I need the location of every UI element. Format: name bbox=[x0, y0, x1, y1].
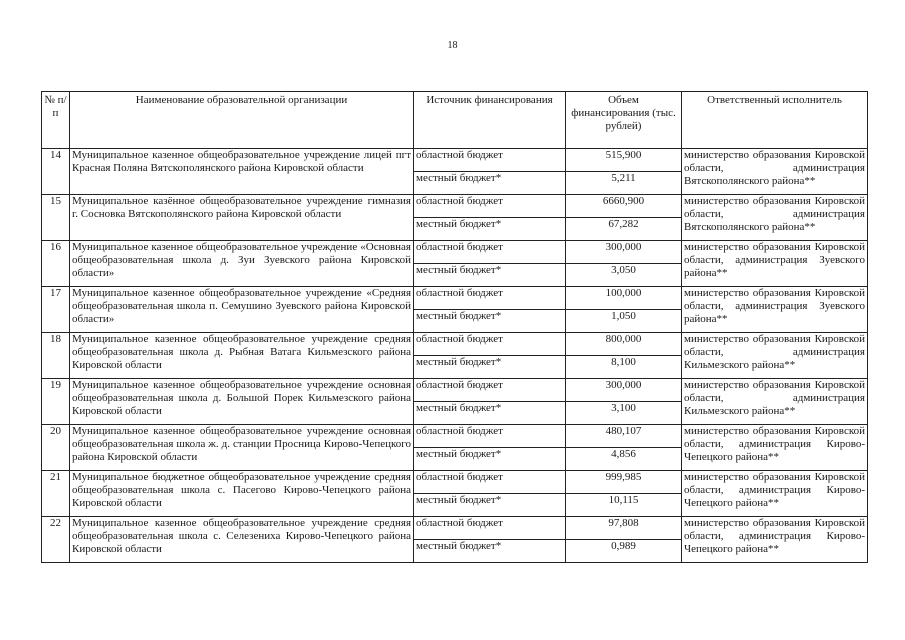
funding-amount-local: 10,115 bbox=[566, 494, 682, 517]
table-row bbox=[42, 195, 868, 218]
row-number: 14 bbox=[42, 149, 70, 195]
funding-source-local: местный бюджет* bbox=[414, 310, 566, 333]
funding-amount-regional: 480,107 bbox=[566, 425, 682, 448]
funding-amount-regional: 800,000 bbox=[566, 333, 682, 356]
table-header-row bbox=[42, 92, 868, 149]
funding-source-local: местный бюджет* bbox=[414, 448, 566, 471]
header-volume: Объем финансирования (тыс. рублей) bbox=[566, 92, 682, 149]
row-number: 21 bbox=[42, 471, 70, 517]
organization-name: Муниципальное казенное общеобразовательное учреждение основная общеобразовательная школа д. Большой Порек Кильмезского района Кировской области bbox=[70, 379, 414, 425]
responsible-executor: министерство образования Кировской области, администрация Кильмезского района** bbox=[682, 333, 868, 379]
organization-name: Муниципальное казенное общеобразовательное учреждение лицей пгт Красная Поляна Вятскополянского района Кировской области bbox=[70, 149, 414, 195]
row-number: 15 bbox=[42, 195, 70, 241]
organization-name: Муниципальное бюджетное общеобразовательное учреждение средняя общеобразовательная школа с. Пасегово Кирово-Чепецкого района Кировской области bbox=[70, 471, 414, 517]
row-number: 16 bbox=[42, 241, 70, 287]
table-row bbox=[42, 287, 868, 310]
organization-name: Муниципальное казённое общеобразовательное учреждение гимназия г. Сосновка Вятскополянского района Кировской области bbox=[70, 195, 414, 241]
financing-table bbox=[41, 91, 868, 563]
funding-amount-local: 8,100 bbox=[566, 356, 682, 379]
funding-amount-local: 1,050 bbox=[566, 310, 682, 333]
page-number: 18 bbox=[447, 40, 458, 51]
header-source: Источник финансирования bbox=[414, 92, 566, 149]
funding-amount-regional: 300,000 bbox=[566, 241, 682, 264]
funding-source-local: местный бюджет* bbox=[414, 172, 566, 195]
funding-amount-local: 67,282 bbox=[566, 218, 682, 241]
funding-amount-regional: 100,000 bbox=[566, 287, 682, 310]
responsible-executor: министерство образования Кировской области, администрация Кильмезского района** bbox=[682, 379, 868, 425]
row-number: 19 bbox=[42, 379, 70, 425]
organization-name: Муниципальное казенное общеобразовательное учреждение «Основная общеобразовательная школа д. Зуи Зуевского района Кировской области» bbox=[70, 241, 414, 287]
table-row bbox=[42, 333, 868, 356]
responsible-executor: министерство образования Кировской области, администрация Кирово-Чепецкого района** bbox=[682, 471, 868, 517]
funding-amount-regional: 515,900 bbox=[566, 149, 682, 172]
table-row bbox=[42, 379, 868, 402]
funding-amount-regional: 300,000 bbox=[566, 379, 682, 402]
funding-source-regional: областной бюджет bbox=[414, 333, 566, 356]
funding-source-regional: областной бюджет bbox=[414, 149, 566, 172]
table-row bbox=[42, 149, 868, 172]
organization-name: Муниципальное казенное общеобразовательное учреждение средняя общеобразовательная школа с. Селезениха Кирово-Чепецкого района Кировской области bbox=[70, 517, 414, 563]
funding-source-local: местный бюджет* bbox=[414, 356, 566, 379]
responsible-executor: министерство образования Кировской области, администрация Кирово-Чепецкого района** bbox=[682, 517, 868, 563]
responsible-executor: министерство образования Кировской области, администрация Кирово-Чепецкого района** bbox=[682, 425, 868, 471]
header-name: Наименование образовательной организации bbox=[70, 92, 414, 149]
table-row bbox=[42, 517, 868, 540]
funding-source-regional: областной бюджет bbox=[414, 241, 566, 264]
responsible-executor: министерство образования Кировской области, администрация Вятскополянского района** bbox=[682, 195, 868, 241]
funding-amount-local: 5,211 bbox=[566, 172, 682, 195]
funding-source-local: местный бюджет* bbox=[414, 494, 566, 517]
funding-source-regional: областной бюджет bbox=[414, 287, 566, 310]
funding-source-local: местный бюджет* bbox=[414, 218, 566, 241]
funding-source-regional: областной бюджет bbox=[414, 517, 566, 540]
organization-name: Муниципальное казенное общеобразовательное учреждение «Средняя общеобразовательная школа п. Семушино Зуевского района Кировской области» bbox=[70, 287, 414, 333]
organization-name: Муниципальное казенное общеобразовательное учреждение основная общеобразовательная школа ж. д. станции Просница Кирово-Чепецкого района Кировской области bbox=[70, 425, 414, 471]
table-row bbox=[42, 241, 868, 264]
row-number: 22 bbox=[42, 517, 70, 563]
organization-name: Муниципальное казенное общеобразовательное учреждение средняя общеобразовательная школа д. Рыбная Ватага Кильмезского района Кировской области bbox=[70, 333, 414, 379]
funding-source-local: местный бюджет* bbox=[414, 540, 566, 563]
responsible-executor: министерство образования Кировской области, администрация Зуевского района** bbox=[682, 241, 868, 287]
responsible-executor: министерство образования Кировской области, администрация Вятскополянского района** bbox=[682, 149, 868, 195]
funding-source-regional: областной бюджет bbox=[414, 195, 566, 218]
funding-source-local: местный бюджет* bbox=[414, 264, 566, 287]
funding-amount-regional: 6660,900 bbox=[566, 195, 682, 218]
funding-amount-local: 3,050 bbox=[566, 264, 682, 287]
funding-source-regional: областной бюджет bbox=[414, 471, 566, 494]
funding-source-local: местный бюджет* bbox=[414, 402, 566, 425]
row-number: 17 bbox=[42, 287, 70, 333]
table-row bbox=[42, 425, 868, 448]
row-number: 20 bbox=[42, 425, 70, 471]
header-executor: Ответственный исполнитель bbox=[682, 92, 868, 149]
funding-amount-local: 4,856 bbox=[566, 448, 682, 471]
funding-amount-local: 3,100 bbox=[566, 402, 682, 425]
funding-amount-regional: 97,808 bbox=[566, 517, 682, 540]
responsible-executor: министерство образования Кировской области, администрация Зуевского района** bbox=[682, 287, 868, 333]
row-number: 18 bbox=[42, 333, 70, 379]
header-num: № п/п bbox=[42, 92, 70, 149]
funding-source-regional: областной бюджет bbox=[414, 425, 566, 448]
funding-amount-regional: 999,985 bbox=[566, 471, 682, 494]
table-row bbox=[42, 471, 868, 494]
funding-source-regional: областной бюджет bbox=[414, 379, 566, 402]
funding-amount-local: 0,989 bbox=[566, 540, 682, 563]
